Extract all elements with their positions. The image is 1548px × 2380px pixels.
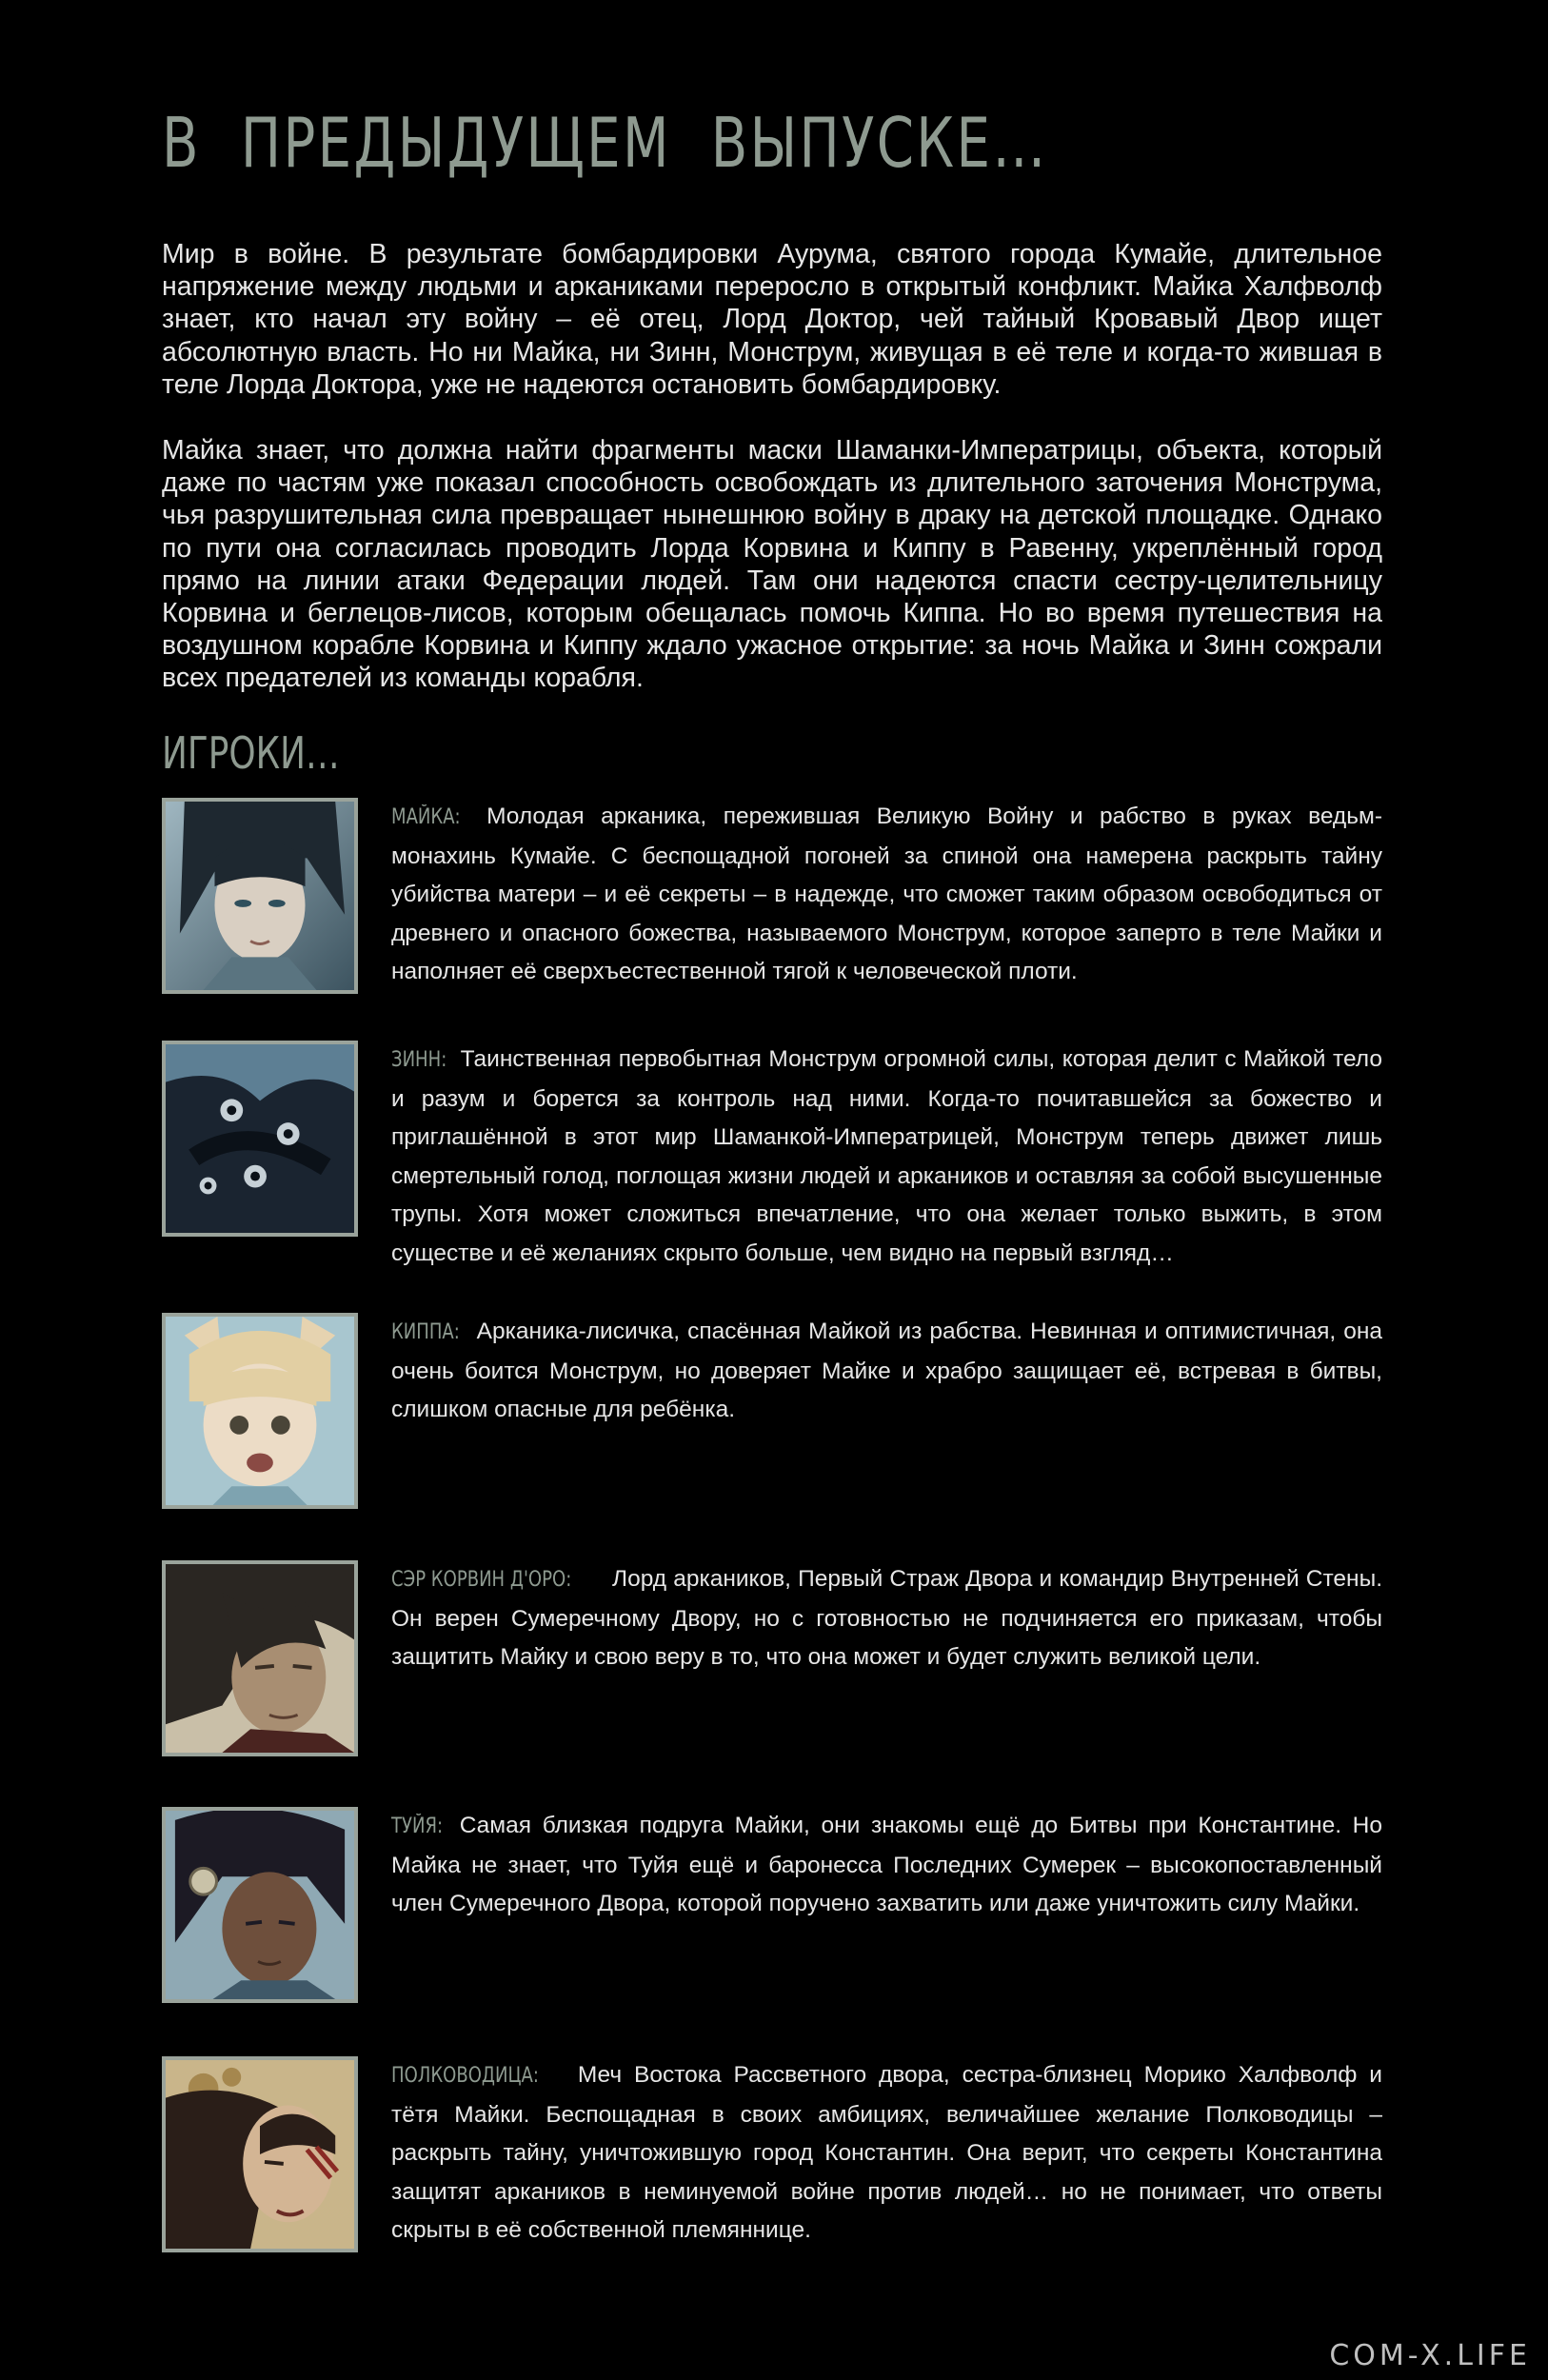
portrait-warlord bbox=[162, 2056, 358, 2252]
character-description-tuyja: ТУЙЯ: Самая близкая подруга Майки, они знакомы ещё до Битвы при Константине. Но Майка не знает, что Туйя ещё и баронесса Последних Сумерек – высокопоставленный член Сумеречного Двора, которой поручено захватить или даже уничтожить силу Майки. bbox=[391, 1807, 1382, 1924]
character-description-zinn: ЗИНН: Таинственная первобытная Монструм огромной силы, которая делит с Майкой тело и разум и борется за контроль над ними. Когда-то почитавшейся за божество и приглашённой в этот мир Шаманкой-Императрицей, Монструм теперь движет лишь смертельный голод, поглощая жизни людей и аркаников и оставляя за собой высушенные трупы. Хотя может сложиться впечатление, что она желает только выжить, в этом существе и её желаниях скрыто больше, чем видно на первый взгляд… bbox=[391, 1041, 1382, 1273]
portrait-zinn bbox=[162, 1041, 358, 1237]
character-name-maika: МАЙКА: bbox=[391, 805, 461, 829]
character-description-kippa: КИППА: Арканика-лисичка, спасённая Майкой из рабства. Невинная и оптимистичная, она очень боится Монструм, но доверяет Майке и храбро защищает её, встревая в битвы, слишком опасные для ребёнка. bbox=[391, 1313, 1382, 1430]
portrait-maika bbox=[162, 798, 358, 994]
intro-paragraph-2: Майка знает, что должна найти фрагменты маски Шаманки-Императрицы, объекта, который даже по частям уже показал способность освобождать из длительного заточения Монструма, чья разрушительная сила превращает нынешнюю войну в драку на детской площадке. Однако по пути она согласилась проводить Лорда Корвина и Киппу в Равенну, укреплённый город прямо на линии атаки Федерации людей. Там они надеются спасти сестру-целительницу Корвина и беглецов-лисов, которым обещалась помочь Киппа. Но во время путешествия на воздушном корабле Корвина и Киппу ждало ужасное открытие: за ночь Майка и Зинн сожрали всех предателей из команды корабля. bbox=[162, 435, 1382, 694]
page-title: В ПРЕДЫДУЩЕМ ВЫПУСКЕ… bbox=[162, 103, 1048, 183]
portrait-kippa bbox=[162, 1313, 358, 1509]
character-name-corvin: СЭР КОРВИН Д'ОРО: bbox=[391, 1568, 572, 1592]
character-name-tuyja: ТУЙЯ: bbox=[391, 1815, 444, 1838]
character-name-zinn: ЗИНН: bbox=[391, 1048, 447, 1072]
watermark: COM-X.LIFE bbox=[1329, 2339, 1531, 2372]
players-heading: ИГРОКИ… bbox=[162, 727, 340, 779]
portrait-tuyja bbox=[162, 1807, 358, 2003]
character-description-corvin: СЭР КОРВИН Д'ОРО: Лорд аркаников, Первый Страж Двора и командир Внутренней Стены. Он верен Сумеречному Двору, но с готовностью не подчиняется его приказам, чтобы защитить Майку и свою веру в то, что она может и будет служить великой цели. bbox=[391, 1560, 1382, 1677]
character-name-warlord: ПОЛКОВОДИЦА: bbox=[391, 2064, 539, 2088]
intro-paragraph-1: Мир в войне. В результате бомбардировки Аурума, святого города Кумайе, длительное напряжение между людьми и арканиками переросло в открытый конфликт. Майка Халфволф знает, кто начал эту войну – её отец, Лорд Доктор, чей тайный Кровавый Двор ищет абсолютную власть. Но ни Майка, ни Зинн, Монструм, живущая в её теле и когда-то жившая в теле Лорда Доктора, уже не надеются остановить бомбардировку. bbox=[162, 239, 1382, 400]
character-description-maika: МАЙКА: Молодая арканика, пережившая Великую Войну и рабство в руках ведьм-монахинь Кумайе. С беспощадной погоней за спиной она намерена раскрыть тайну убийства матери – и её секреты – в надежде, что сможет таким образом освободиться от древнего и опасного божества, называемого Монструм, которое заперто в теле Майки и наполняет её сверхъестественной тягой к человеческой плоти. bbox=[391, 798, 1382, 992]
character-name-kippa: КИППА: bbox=[391, 1320, 460, 1344]
character-description-warlord: ПОЛКОВОДИЦА: Меч Востока Рассветного двора, сестра-близнец Морико Халфволф и тётя Майки. Беспощадная в своих амбициях, величайшее желание Полководицы – раскрыть тайну, уничтожившую город Константин. Она верит, что секреты Константина защитят аркаников в неминуемой войне против людей… но не понимает, что ответы скрыты в её собственной племяннице. bbox=[391, 2056, 1382, 2251]
portrait-corvin bbox=[162, 1560, 358, 1756]
